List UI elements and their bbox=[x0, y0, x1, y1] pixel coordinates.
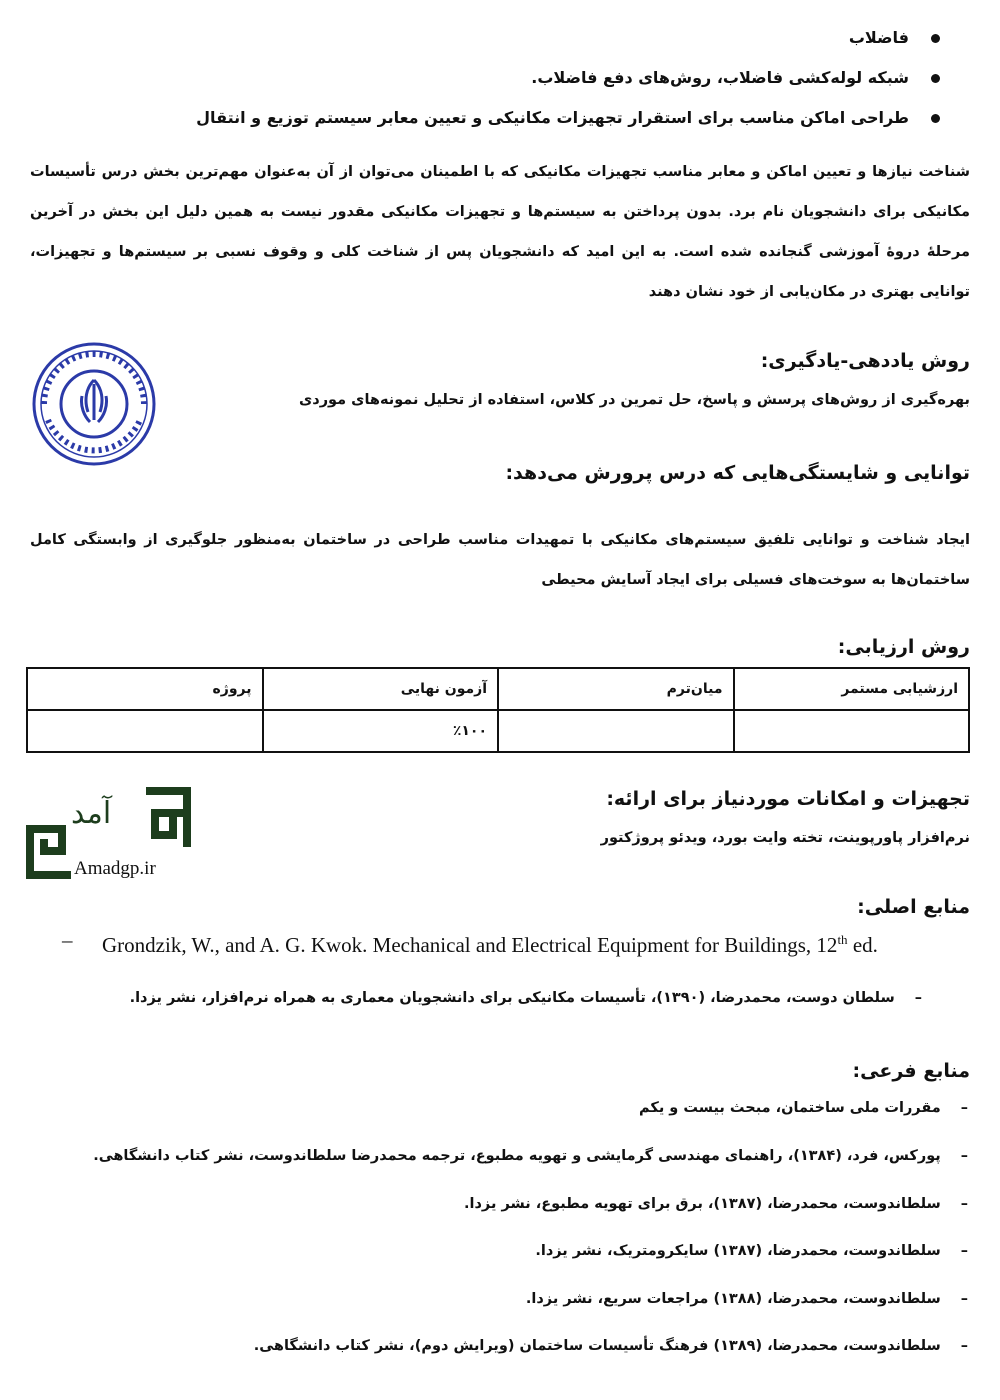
list-item: –سلطاندوست، محمدرضا، (۱۳۸۹) فرهنگ تأسیسات ساختمان (ویرایش دوم)، نشر کتاب دانشگاهی. bbox=[253, 1338, 968, 1354]
teaching-heading: روش یاددهی-یادگیری: bbox=[760, 350, 970, 372]
english-reference: – Grondzik, W., and A. G. Kwok. Mechanical and Electrical Equipment for Buildings, 12th ed. bbox=[62, 928, 878, 957]
bullet-item: فاضلاب bbox=[180, 18, 940, 58]
list-item: –سلطاندوست، محمدرضا، (۱۳۸۷) سایکرومتریک، نشر یزدا. bbox=[535, 1243, 968, 1259]
bullet-dot-icon bbox=[931, 34, 940, 43]
dash-icon: – bbox=[960, 1196, 968, 1212]
table-cell bbox=[498, 710, 734, 752]
dash-icon: – bbox=[960, 1100, 968, 1116]
table-cell: ٪۱۰۰ bbox=[263, 710, 499, 752]
dash-icon: – bbox=[960, 1243, 968, 1259]
equipment-heading: تجهیزات و امکانات موردنیاز برای ارائه: bbox=[606, 788, 970, 810]
bullet-item: طراحی اماکن مناسب برای استقرار تجهیزات مکانیکی و تعیین معابر سیستم توزیع و انتقال bbox=[180, 98, 940, 138]
list-item: –سلطاندوست، محمدرضا، (۱۳۸۸) مراجعات سریع، نشر یزدا. bbox=[525, 1291, 968, 1307]
teaching-text: بهره‌گیری از روش‌های پرسش و پاسخ، حل تمرین در کلاس، استفاده از تحلیل نمونه‌های موردی bbox=[298, 392, 970, 408]
table-cell bbox=[27, 710, 263, 752]
table-cell bbox=[734, 710, 970, 752]
evaluation-table bbox=[26, 667, 970, 753]
list-item: –مقررات ملی ساختمان، مبحث بیست و یکم bbox=[639, 1100, 968, 1116]
column-header: پروژه bbox=[27, 668, 263, 710]
competencies-text: ایجاد شناخت و توانایی تلفیق سیستم‌های مکانیکی با تمهیدات مناسب طراحی در ساختمان به‌منظور جلوگیری از وابستگی کامل ساختمان‌ها به سوخت‌های فسیلی برای ایجاد آسایش محیطی bbox=[30, 532, 970, 588]
column-header: آزمون نهایی bbox=[263, 668, 499, 710]
logo-label: Amadgp.ir bbox=[74, 858, 156, 879]
persian-reference: –سلطان دوست، محمدرضا، (۱۳۹۰)، تأسیسات مکانیکی برای دانشجویان معماری به همراه نرم‌افزار، نشر یزدا. bbox=[129, 990, 922, 1006]
dash-icon: – bbox=[960, 1338, 968, 1354]
dash-icon: – bbox=[960, 1148, 968, 1164]
main-sources-heading: منابع اصلی: bbox=[857, 896, 970, 918]
column-header: میان‌ترم bbox=[498, 668, 734, 710]
bullet-item: شبکه لوله‌کشی فاضلاب، روش‌های دفع فاضلاب. bbox=[180, 58, 940, 98]
competencies-heading: توانایی و شایستگی‌هایی که درس پرورش می‌دهد: bbox=[505, 462, 970, 484]
column-header: ارزشیابی مستمر bbox=[734, 668, 970, 710]
intro-paragraph: شناخت نیازها و تعیین اماکن و معابر مناسب تجهیزات مکانیکی که با اطمینان می‌توان از آن به‌عنوان مهم‌ترین بخش درس تأسیسات مکانیکی برای دانشجویان نام برد. بدون پرداختن به سیستم‌ها و تجهیزات مکانیکی مقدور نیست به همین دلیل این بخش در آخرین مرحلهٔ دروۀ آموزشی گنجانده شده است. به این امید که دانشجویان پس از شناخت کلی و وقوف نسبی بر سیستم‌ها و تجهیزات، توانایی بهتری در مکان‌یابی از خود نشان دهند bbox=[30, 164, 970, 300]
dash-icon: – bbox=[960, 1291, 968, 1307]
logo-word: آمد bbox=[71, 796, 112, 831]
evaluation-heading: روش ارزیابی: bbox=[837, 636, 970, 658]
dash-icon: – bbox=[914, 990, 922, 1006]
bullet-dot-icon bbox=[931, 114, 940, 123]
bullet-dot-icon bbox=[931, 74, 940, 83]
list-item: –سلطاندوست، محمدرضا، (۱۳۸۷)، برق برای تهویه مطبوع، نشر یزدا. bbox=[464, 1196, 968, 1212]
table-header-row bbox=[27, 668, 969, 710]
equipment-text: نرم‌افزار پاورپوینت، تخته وایت بورد، ویدئو پروژکتور bbox=[600, 830, 970, 846]
table-row bbox=[27, 710, 969, 752]
dash-icon: – bbox=[62, 928, 73, 952]
topic-bullet-list bbox=[180, 18, 940, 138]
official-seal-icon bbox=[30, 340, 158, 468]
secondary-sources-heading: منابع فرعی: bbox=[852, 1060, 970, 1082]
list-item: –پورکس، فرد، (۱۳۸۴)، راهنمای مهندسی گرمایشی و تهویه مطبوع، ترجمه محمدرضا سلطاندوست، نشر کتاب دانشگاهی. bbox=[93, 1148, 968, 1164]
